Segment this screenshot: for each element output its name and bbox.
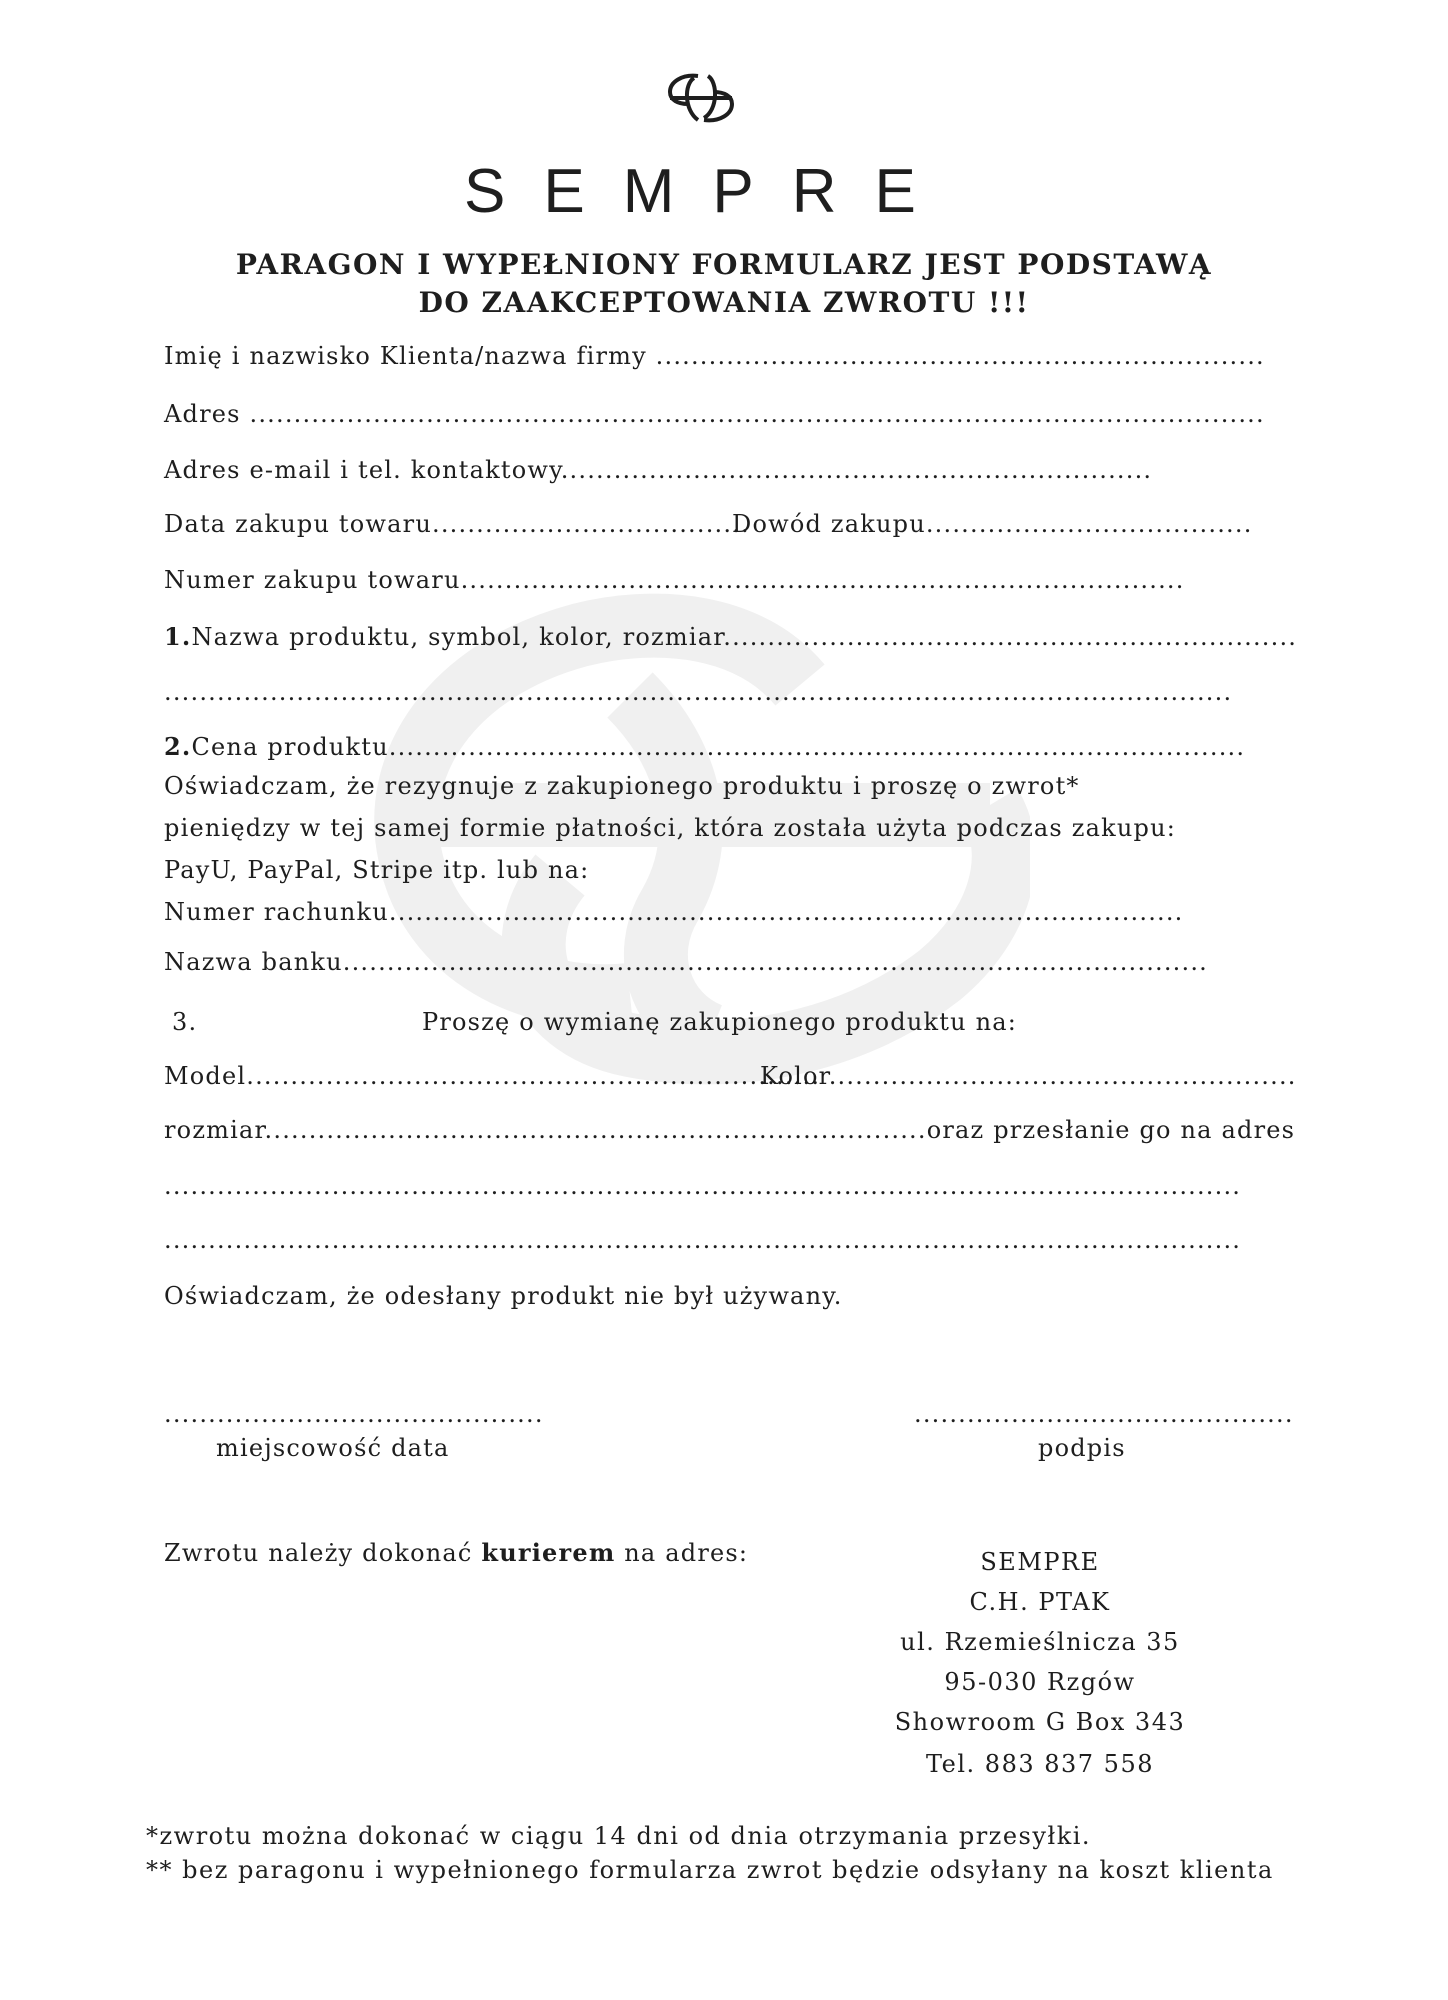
return-suffix: na adres: (615, 1539, 749, 1567)
exchange-statement: Proszę o wymianę zakupionego produktu na: (422, 1008, 1018, 1036)
return-instructions (164, 1538, 748, 1567)
product-details-label: Nazwa produktu, symbol, kolor, rozmiar................................................................. (191, 623, 1298, 651)
return-address-showroom: Showroom G Box 343 (894, 1708, 1186, 1736)
signature-label: podpis (1038, 1434, 1126, 1462)
model-field[interactable]: Model................................................................. (164, 1062, 821, 1090)
svg-text:SEMPRE: SEMPRE (464, 160, 954, 220)
email-phone-field[interactable]: Adres e-mail i tel. kontaktowy................................................................... (164, 456, 1153, 484)
place-date-field[interactable]: ........................................... (164, 1400, 544, 1428)
item-number: 3. (172, 1008, 198, 1036)
purchase-number-field[interactable]: Numer zakupu towaru.................................................................................. (164, 566, 1185, 594)
notice-heading-line1: PARAGON I WYPEŁNIONY FORMULARZ JEST PODSTAWĄ (235, 248, 1213, 281)
account-number-field[interactable]: Numer rachunku.......................................................................................... (164, 898, 1184, 926)
signature-field[interactable]: ........................................... (914, 1400, 1294, 1428)
color-field[interactable]: Kolor..................................................... (760, 1062, 1297, 1090)
item-number: 1. (164, 622, 192, 651)
not-used-declaration: Oświadczam, że odesłany produkt nie był używany. (164, 1282, 843, 1310)
shipping-address-line1[interactable]: .......................................................................................................................... (164, 1172, 1242, 1200)
return-address-company: SEMPRE (980, 1548, 1100, 1576)
product-price-field[interactable] (164, 732, 1245, 761)
footnote-return-period: *zwrotu można dokonać w ciągu 14 dni od dnia otrzymania przesyłki. (146, 1822, 1092, 1850)
sempre-logo-icon (664, 70, 738, 126)
purchase-date-field[interactable]: Data zakupu towaru.................................... (164, 510, 750, 538)
proof-of-purchase-field[interactable]: Dowód zakupu..................................... (732, 510, 1253, 538)
client-name-field[interactable]: Imię i nazwisko Klienta/nazwa firmy ..................................................................... (164, 342, 1265, 370)
sempre-wordmark (464, 160, 984, 220)
item-number: 2. (164, 732, 192, 761)
address-field[interactable]: Adres ................................................................................................................... (164, 400, 1265, 428)
place-date-label: miejscowość data (216, 1434, 450, 1462)
return-address-city: 95-030 Rzgów (944, 1668, 1136, 1696)
notice-heading-line2: DO ZAAKCEPTOWANIA ZWROTU !!! (418, 286, 1030, 319)
bank-name-field[interactable]: Nazwa banku.................................................................................................. (164, 948, 1208, 976)
size-field[interactable] (164, 1116, 1295, 1144)
size-label: rozmiar........................................................................... (164, 1116, 927, 1144)
product-price-label: Cena produktu................................................................................................. (191, 733, 1246, 761)
footnote-no-receipt: ** bez paragonu i wypełnionego formularza zwrot będzie odsyłany na koszt klienta (146, 1856, 1274, 1884)
return-courier: kurierem (481, 1538, 616, 1567)
refund-statement-line1: Oświadczam, że rezygnuje z zakupionego produktu i proszę o zwrot* (164, 772, 1080, 800)
refund-statement-line2: pieniędzy w tej samej formie płatności, która została użyta podczas zakupu: (164, 814, 1177, 842)
shipping-address-line2[interactable]: .......................................................................................................................... (164, 1226, 1242, 1254)
return-prefix: Zwrotu należy dokonać (164, 1539, 482, 1567)
shipping-address-label: oraz przesłanie go na adres (926, 1116, 1296, 1144)
return-address-phone: Tel. 883 837 558 (926, 1750, 1154, 1778)
product-details-continuation[interactable]: ......................................................................................................................... (164, 678, 1233, 706)
refund-statement-line3: PayU, PayPal, Stripe itp. lub na: (164, 856, 590, 884)
product-details-field[interactable] (164, 622, 1297, 651)
return-address-center: C.H. PTAK (969, 1588, 1111, 1616)
return-address-street: ul. Rzemieślnicza 35 (900, 1628, 1180, 1656)
